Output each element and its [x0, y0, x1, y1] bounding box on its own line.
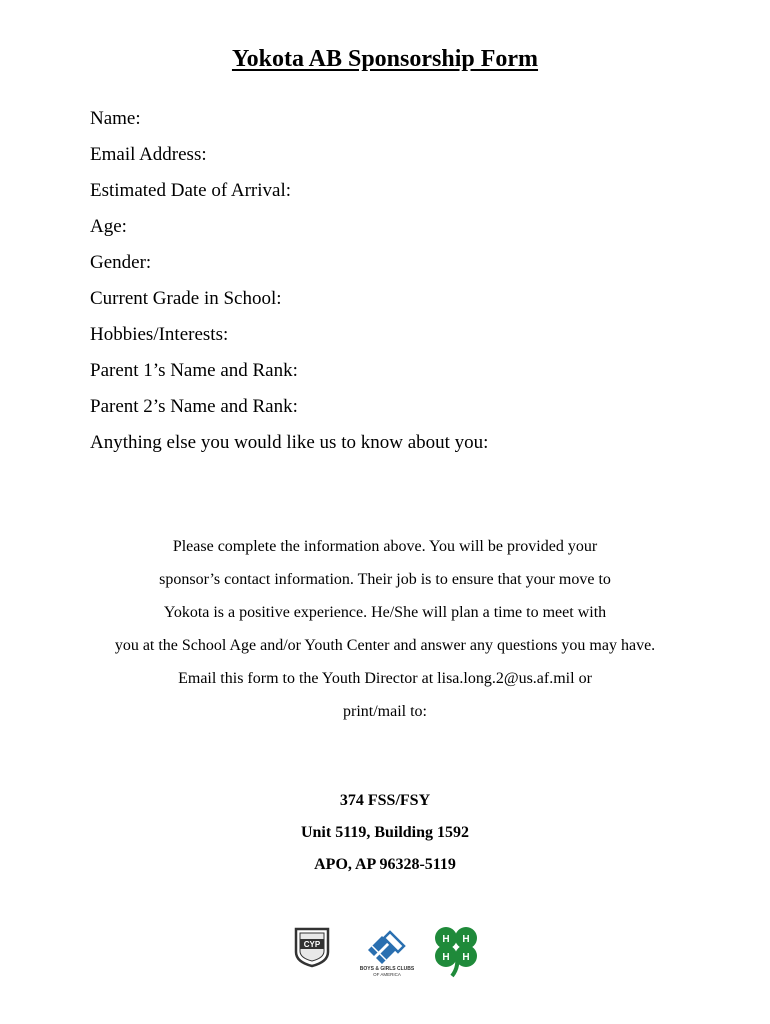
mailing-address [0, 790, 770, 886]
instructions-line: sponsor’s contact information. Their job is to ensure that your move to [159, 571, 611, 588]
field-anything-else: Anything else you would like us to know about you: [90, 432, 489, 453]
four-h-letter: H [442, 934, 450, 945]
field-grade: Current Grade in School: [90, 288, 282, 309]
cyp-logo-text: CYP [303, 940, 321, 949]
four-h-letter: H [442, 952, 450, 963]
form-fields [90, 104, 488, 464]
field-name: Name: [90, 108, 141, 129]
email-line: Email this form to the Youth Director at lisa.long.2@us.af.mil or [178, 670, 592, 687]
bgc-logo-text-1: BOYS & GIRLS CLUBS [359, 966, 415, 972]
address-line-2: Unit 5119, Building 1592 [300, 824, 470, 841]
instructions-line: Yokota is a positive experience. He/She will plan a time to meet with [163, 604, 607, 621]
four-h-clover-logo [430, 922, 482, 978]
instructions [100, 536, 670, 734]
four-h-letter: H [462, 934, 470, 945]
address-line-1: 374 FSS/FSY [339, 792, 431, 809]
field-email: Email Address: [90, 144, 207, 165]
field-arrival-date: Estimated Date of Arrival: [90, 180, 292, 201]
cyp-logo [293, 926, 331, 968]
instructions-line: you at the School Age and/or Youth Center and answer any questions you may have. [114, 637, 656, 654]
instructions-line: Please complete the information above. You will be provided your [172, 538, 598, 555]
field-parent-2: Parent 2’s Name and Rank: [90, 396, 298, 417]
field-age: Age: [90, 216, 127, 237]
field-hobbies: Hobbies/Interests: [90, 324, 229, 345]
field-gender: Gender: [90, 252, 152, 273]
form-title [0, 46, 770, 73]
boys-girls-clubs-logo [352, 928, 422, 978]
form-title-text: Yokota AB Sponsorship Form [231, 46, 539, 72]
four-h-letter: H [462, 952, 470, 963]
field-parent-1: Parent 1’s Name and Rank: [90, 360, 298, 381]
bgc-logo-text-2: OF AMERICA [373, 972, 401, 977]
logo-strip [290, 918, 490, 982]
print-mail-line: print/mail to: [343, 703, 427, 720]
address-line-3: APO, AP 96328-5119 [314, 856, 456, 873]
